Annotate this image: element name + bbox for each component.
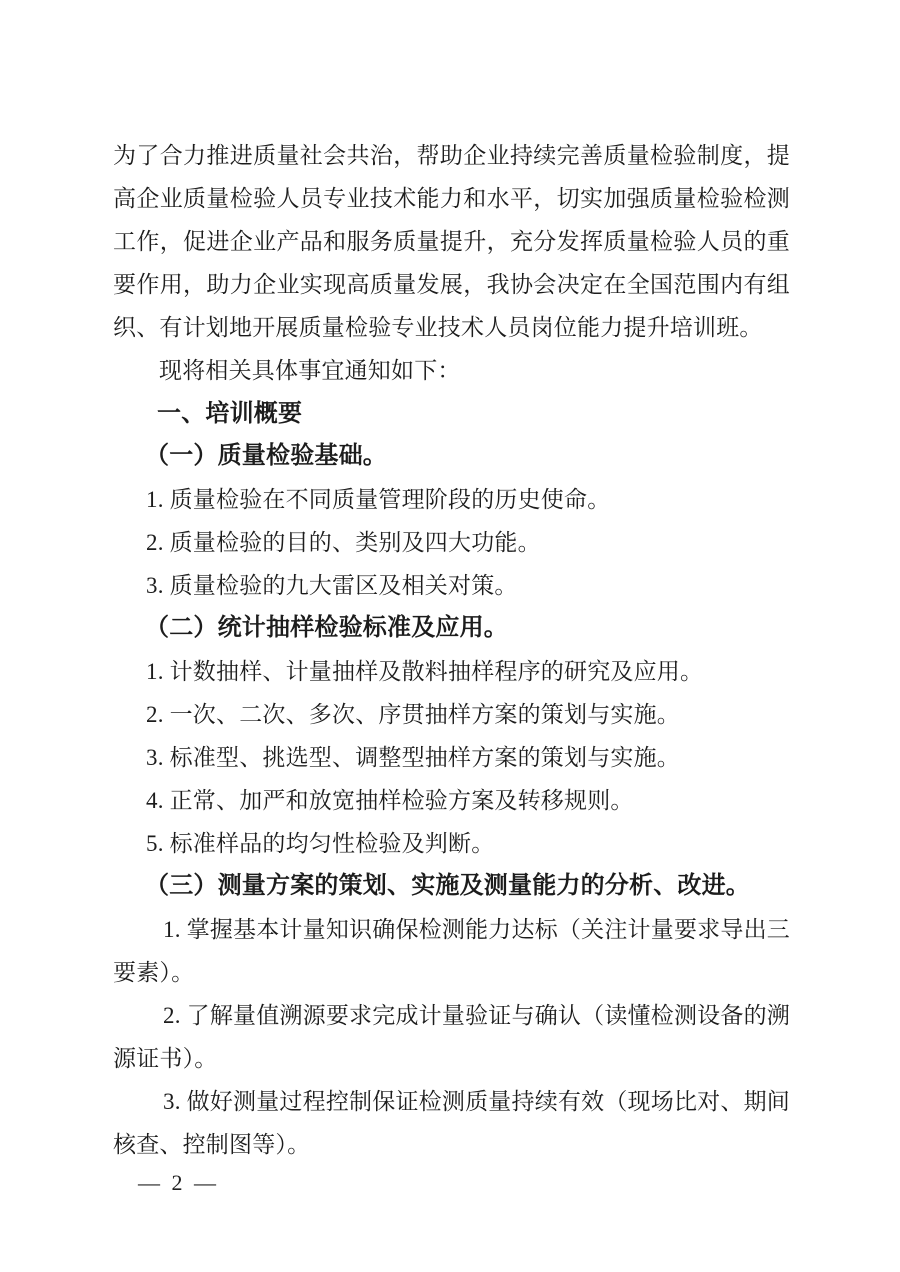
list-item: 1. 掌握基本计量知识确保检测能力达标（关注计量要求导出三要素）。: [113, 917, 790, 985]
list-item: 2. 一次、二次、多次、序贯抽样方案的策划与实施。: [146, 702, 680, 727]
body-paragraph-intro: 现将相关具体事宜通知如下：: [159, 358, 461, 383]
subsection-title-1: （一）质量检验基础。: [145, 443, 387, 469]
list-item: 3. 做好测量过程控制保证检测质量持续有效（现场比对、期间核查、控制图等）。: [113, 1089, 790, 1157]
list-item: 1. 计数抽样、计量抽样及散料抽样程序的研究及应用。: [146, 659, 704, 684]
body-paragraph-continuation: 为了合力推进质量社会共治，帮助企业持续完善质量检验制度，提高企业质量检验人员专业技术能力和水平，切实加强质量检验检测工作，促进企业产品和服务质量提升，充分发挥质量检验人员的重要作用，助力企业实现高质量发展，我协会决定在全国范围内有组织、有计划地开展质量检验专业技术人员岗位能力提升培训班。: [113, 143, 790, 340]
list-item: 5. 标准样品的均匀性检验及判断。: [146, 831, 495, 856]
list-item: 3. 标准型、挑选型、调整型抽样方案的策划与实施。: [146, 745, 680, 770]
subsection-title-3: （三）测量方案的策划、实施及测量能力的分析、改进。: [145, 873, 750, 899]
section-heading-training-overview: 一、培训概要: [157, 400, 303, 427]
list-item: 2. 质量检验的目的、类别及四大功能。: [146, 530, 541, 555]
subsection-title-2: （二）统计抽样检验标准及应用。: [145, 615, 508, 641]
page-number: — 2 —: [138, 1170, 219, 1195]
list-item: 2. 了解量值溯源要求完成计量验证与确认（读懂检测设备的溯源证书）。: [113, 1003, 790, 1071]
list-item: 4. 正常、加严和放宽抽样检验方案及转移规则。: [146, 788, 634, 813]
list-item: 1. 质量检验在不同质量管理阶段的历史使命。: [146, 487, 611, 512]
list-item: 3. 质量检验的九大雷区及相关对策。: [146, 573, 518, 598]
document-content: [113, 134, 790, 1166]
